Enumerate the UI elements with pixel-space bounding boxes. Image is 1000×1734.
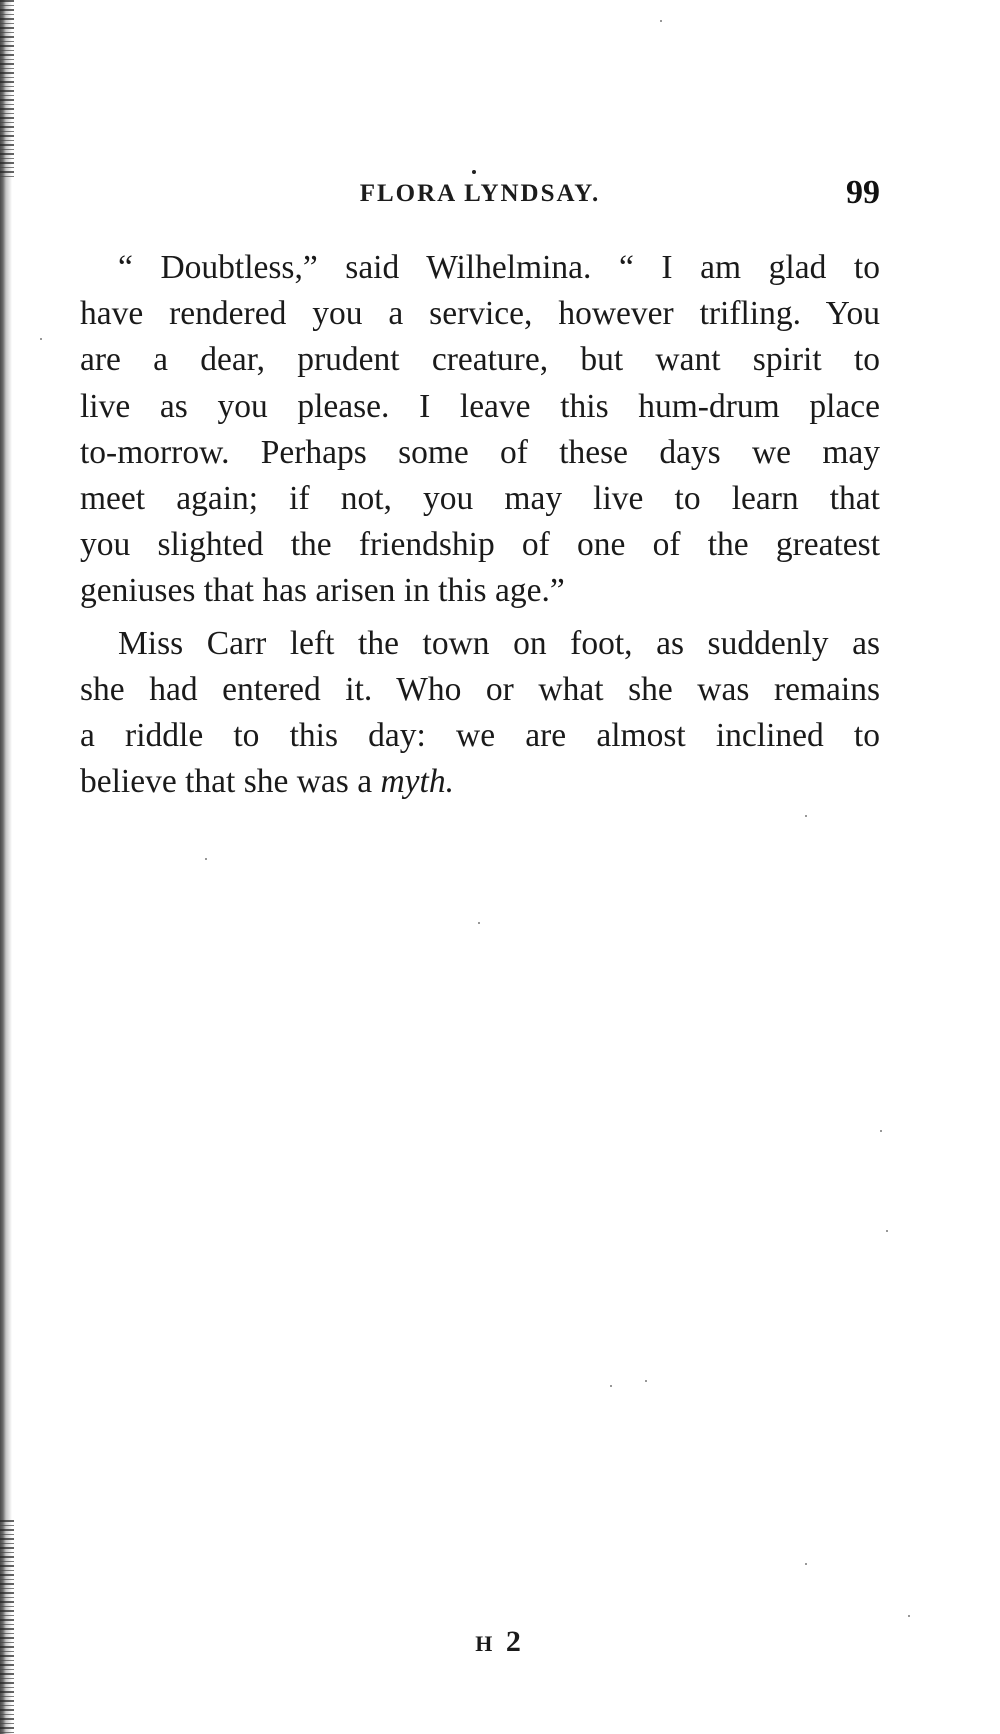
ink-dot xyxy=(472,170,476,174)
body-text xyxy=(80,245,880,811)
text-line: you slighted the friendship of one of the greatest xyxy=(80,526,880,564)
binding-speckle-top xyxy=(0,0,14,180)
paper-speck xyxy=(880,1130,882,1132)
paper-speck xyxy=(610,1385,612,1387)
paragraph-2 xyxy=(80,621,880,806)
paper-speck xyxy=(40,338,42,340)
paper-speck xyxy=(205,858,207,860)
paper-speck xyxy=(908,1615,910,1617)
paper-speck xyxy=(645,1380,647,1382)
running-title: FLORA LYNDSAY. xyxy=(359,180,601,207)
text-line: live as you please. I leave this hum-drum place xyxy=(80,387,880,425)
text-line: are a dear, prudent creature, but want spirit to xyxy=(80,341,880,379)
text-line: believe that she was a xyxy=(80,763,381,801)
paper-speck xyxy=(805,815,807,817)
signature-mark xyxy=(0,1625,1000,1659)
page-number: 99 xyxy=(846,174,880,211)
text-line: have rendered you a service, however trifling. You xyxy=(80,295,880,333)
running-head xyxy=(80,174,880,220)
signature-letter: H xyxy=(475,1631,495,1656)
emphasis-word: myth. xyxy=(380,763,454,801)
signature-number: 2 xyxy=(505,1625,525,1658)
text-line-final xyxy=(80,759,880,805)
text-line: she had entered it. Who or what she was remains xyxy=(80,670,880,708)
text-line: to-morrow. Perhaps some of these days we may xyxy=(80,433,880,471)
text-line: meet again; if not, you may live to learn that xyxy=(80,480,880,518)
paper-speck xyxy=(886,1230,888,1232)
binding-edge xyxy=(0,0,12,1734)
text-line: a riddle to this day: we are almost inclined to xyxy=(80,717,880,755)
text-line: geniuses that has arisen in this age.” xyxy=(80,572,565,610)
paper-speck xyxy=(805,1563,807,1565)
text-line: “ Doubtless,” said Wilhelmina. “ I am glad to xyxy=(118,249,880,286)
paragraph-1 xyxy=(80,245,880,615)
paper-speck xyxy=(660,20,662,22)
text-line: Miss Carr left the town on foot, as suddenly as xyxy=(118,624,880,662)
paper-speck xyxy=(478,922,480,924)
